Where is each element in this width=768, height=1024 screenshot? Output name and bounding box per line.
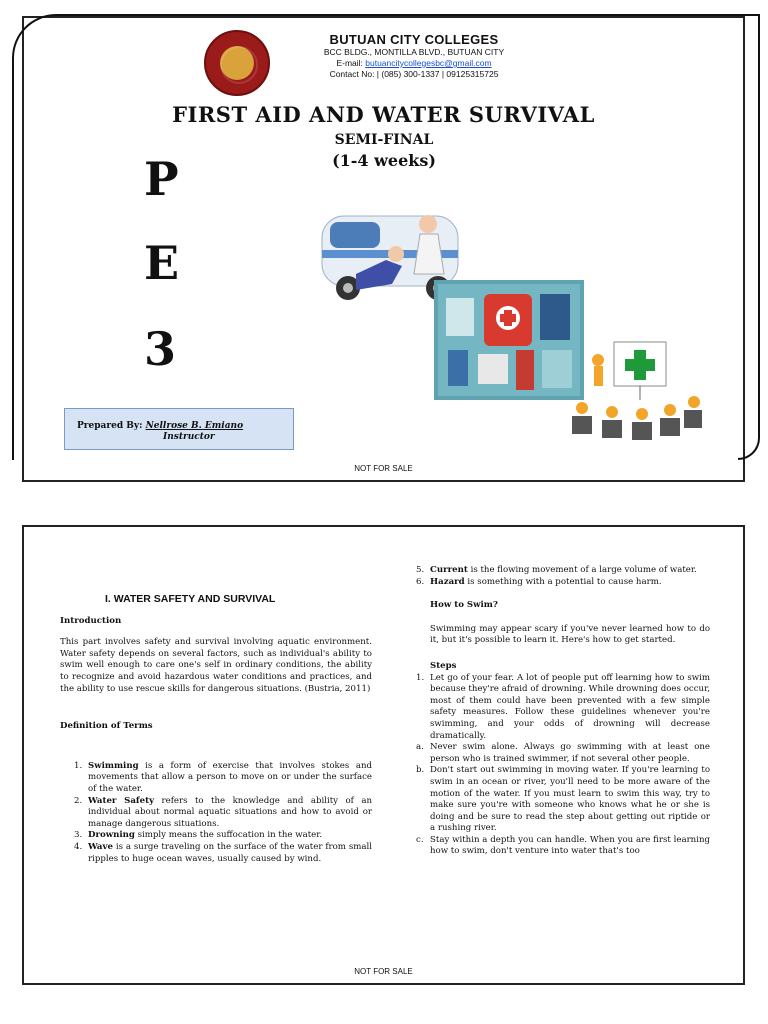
section-title: I. WATER SAFETY AND SURVIVAL [105, 593, 276, 605]
document-subtitle-weeks: (1-4 weeks) [332, 151, 436, 170]
first-aid-lecture-illustration [556, 336, 706, 448]
document-subtitle-term: SEMI-FINAL [334, 132, 434, 148]
college-seal-logo [204, 30, 270, 96]
term-item: 1. Swimming is a form of exercise that involves stokes and movements that allow a person to move on or under the surface of the water. [74, 760, 372, 794]
step-item: 1. Let go of your fear. A lot of people put off learning how to swim because they're afraid of drowning. While drowning does occur, most of them could have been prevented with a few simple safety measures. Follow these guidelines whenever you're swimming, and your odds of drowning will decrease dramatically. [416, 672, 710, 741]
college-email-line [284, 58, 544, 69]
how-to-swim-paragraph: Swimming may appear scary if you've never learned how to do it, but it's possible to learn it. Here's how to get started. [430, 623, 710, 646]
content-page [22, 525, 745, 985]
cover-footer: NOT FOR SALE [354, 464, 413, 473]
prepared-by-box [64, 408, 294, 450]
prepared-by-label: Prepared By: [77, 421, 143, 431]
terms-heading: Definition of Terms [60, 721, 153, 732]
left-column [60, 537, 372, 865]
instructor-name: Nellrose B. Emiano [145, 421, 244, 431]
college-header [284, 32, 544, 80]
college-address: BCC BLDG., MONTILLA BLVD., BUTUAN CITY [323, 47, 505, 57]
email-label: E-mail: [336, 58, 363, 68]
intro-paragraph: This part involves safety and survival involving aquatic environment. Water safety depends on several factors, such as individual's ability to swim well enough to care one's self in ordinary conditions, the ability to recognize and avoid hazardous water conditions and practices, and the ability to use rescue skills for dangerous situations. (Bustria, 2011) [60, 637, 372, 694]
terms-list [60, 761, 372, 865]
term-item: 2. Water Safety refers to the knowledge and ability of an individual about normal aquatic situations and how to avoid or manage dangerous situations. [74, 795, 372, 829]
steps-list [416, 673, 710, 859]
step-item: a. Never swim alone. Always go swimming with at least one person who is trained swimmer, if not several other people. [416, 742, 710, 764]
course-letter-p: P [144, 152, 179, 206]
term-item: 3. Drowning simply means the suffocation in the water. [74, 830, 323, 841]
step-item: c. Stay within a depth you can handle. When you are first learning how to swim, don't venture into water that's too [416, 834, 710, 857]
term-item: 5. Current is the flowing movement of a large volume of water. [416, 565, 697, 575]
email-link[interactable]: butuancitycollegesbc@gmail.com [365, 58, 492, 68]
term-item: 4. Wave is a surge traveling on the surface of the water from small ripples to huge ocean waves, usually caused by wind. [74, 841, 372, 864]
term-item: 6. Hazard is something with a potential to cause harm. [416, 576, 662, 587]
steps-heading: Steps [430, 660, 457, 671]
right-column [416, 565, 710, 858]
cover-page [22, 16, 745, 482]
intro-heading: Introduction [60, 615, 122, 626]
terms-list-continued [416, 565, 710, 588]
step-item: b. Don't start out swimming in moving water. If you're learning to swim in an ocean or river, you'll need to be more aware of the motion of the water. If you must learn to swim this way, try to make sure you're with someone who knows what he or she is doing and be sure to read the step about getting out riptide or a rushing river. [416, 765, 710, 834]
content-footer: NOT FOR SALE [354, 967, 413, 976]
document-title: FIRST AID AND WATER SURVIVAL [172, 102, 595, 127]
course-letter-e: E [144, 236, 180, 290]
instructor-role: Instructor [163, 432, 215, 442]
course-number-3: 3 [144, 322, 177, 376]
college-contact: Contact No: | (085) 300-1337 | 09125315725 [329, 69, 499, 79]
how-to-swim-heading: How to Swim? [430, 600, 498, 611]
college-name: BUTUAN CITY COLLEGES [329, 32, 499, 47]
